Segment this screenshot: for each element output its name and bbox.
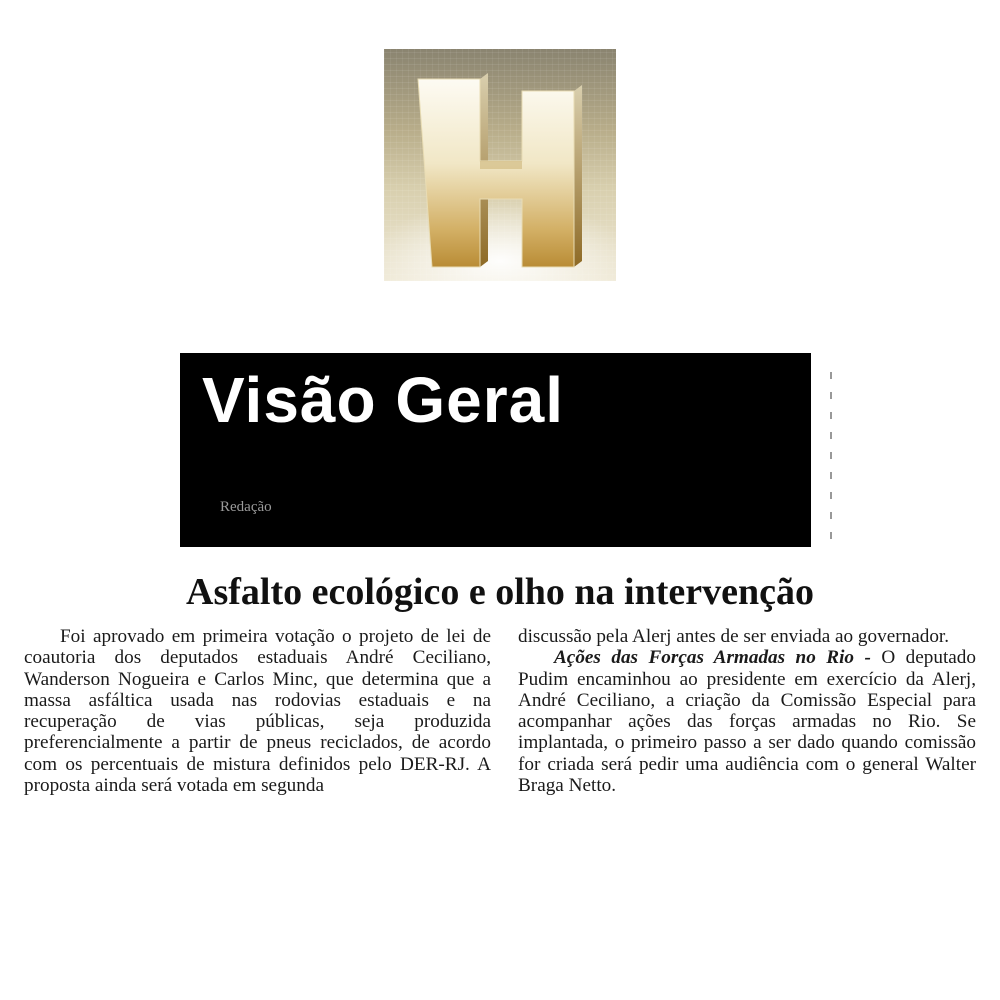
article-paragraph: Foi aprovado em primeira votação o projeto de lei de coautoria dos deputados estaduais André Ceciliano, Wanderson Nogueira e Carlos Minc, que determina que a massa asfáltica usada nas rodovias estaduais e na recuperação de vias públicas, seja produzida preferencialmente a partir de pneus reciclados, de acordo com os percentuais de mistura definidos pelo DER-RJ. A proposta ainda será votada em segunda <box>24 626 491 797</box>
h-letter-logo-icon <box>384 49 616 281</box>
paragraph-text: O deputado Pudim encaminhou ao presidente em exercício da Alerj, André Ceciliano, a criação da Comissão Especial para acompanhar ações das forças armadas no Rio. Se implantada, o primeiro passo a ser dado quando comissão for criada será pedir uma audiência com o general Walter Braga Netto. <box>518 647 976 797</box>
article-column-right <box>518 626 976 796</box>
byline: Redação <box>220 499 272 515</box>
scan-edge-marks <box>830 372 832 552</box>
section-header-banner <box>180 353 811 547</box>
article-paragraph-continuation: discussão pela Alerj antes de ser enviada ao governador. <box>518 626 950 647</box>
article-headline: Asfalto ecológico e olho na intervenção <box>186 571 814 613</box>
article-paragraph <box>518 647 976 796</box>
article-column-left <box>24 626 491 796</box>
section-title: Visão Geral <box>202 364 565 436</box>
paragraph-subhead: Ações das Forças Armadas no Rio - <box>554 647 871 669</box>
h-letter-shape <box>384 49 616 281</box>
